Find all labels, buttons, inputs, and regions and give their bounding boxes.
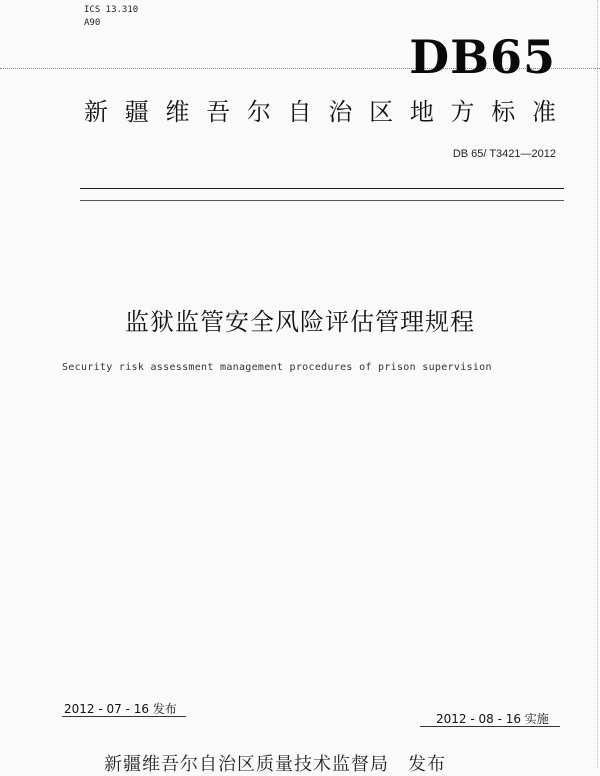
implementation-date-underline [420, 726, 560, 727]
implementation-date: 2012 - 08 - 16 实施 [436, 712, 549, 726]
db65-logo: DB65 [409, 30, 556, 84]
page-edge-dots [597, 0, 598, 768]
document-title: 监狱监管安全风险评估管理规程 [125, 308, 475, 336]
issuing-authority: 新疆维吾尔自治区地方标准 [84, 98, 556, 126]
standard-number: DB 65/ T3421—2012 [452, 148, 556, 160]
header-rule-thin [80, 200, 564, 201]
header-rule-thick [80, 188, 564, 189]
document-subtitle-english: Security risk assessment management procedures of prison supervision [62, 362, 492, 373]
issue-date-underline [62, 716, 186, 717]
ics-code: ICS 13.310 [84, 5, 139, 15]
ics-code-block [84, 4, 138, 30]
issue-date: 2012 - 07 - 16 发布 [64, 702, 177, 716]
publisher: 新疆维吾尔自治区质量技术监督局 发布 [104, 754, 446, 775]
category-code: A90 [84, 18, 101, 28]
